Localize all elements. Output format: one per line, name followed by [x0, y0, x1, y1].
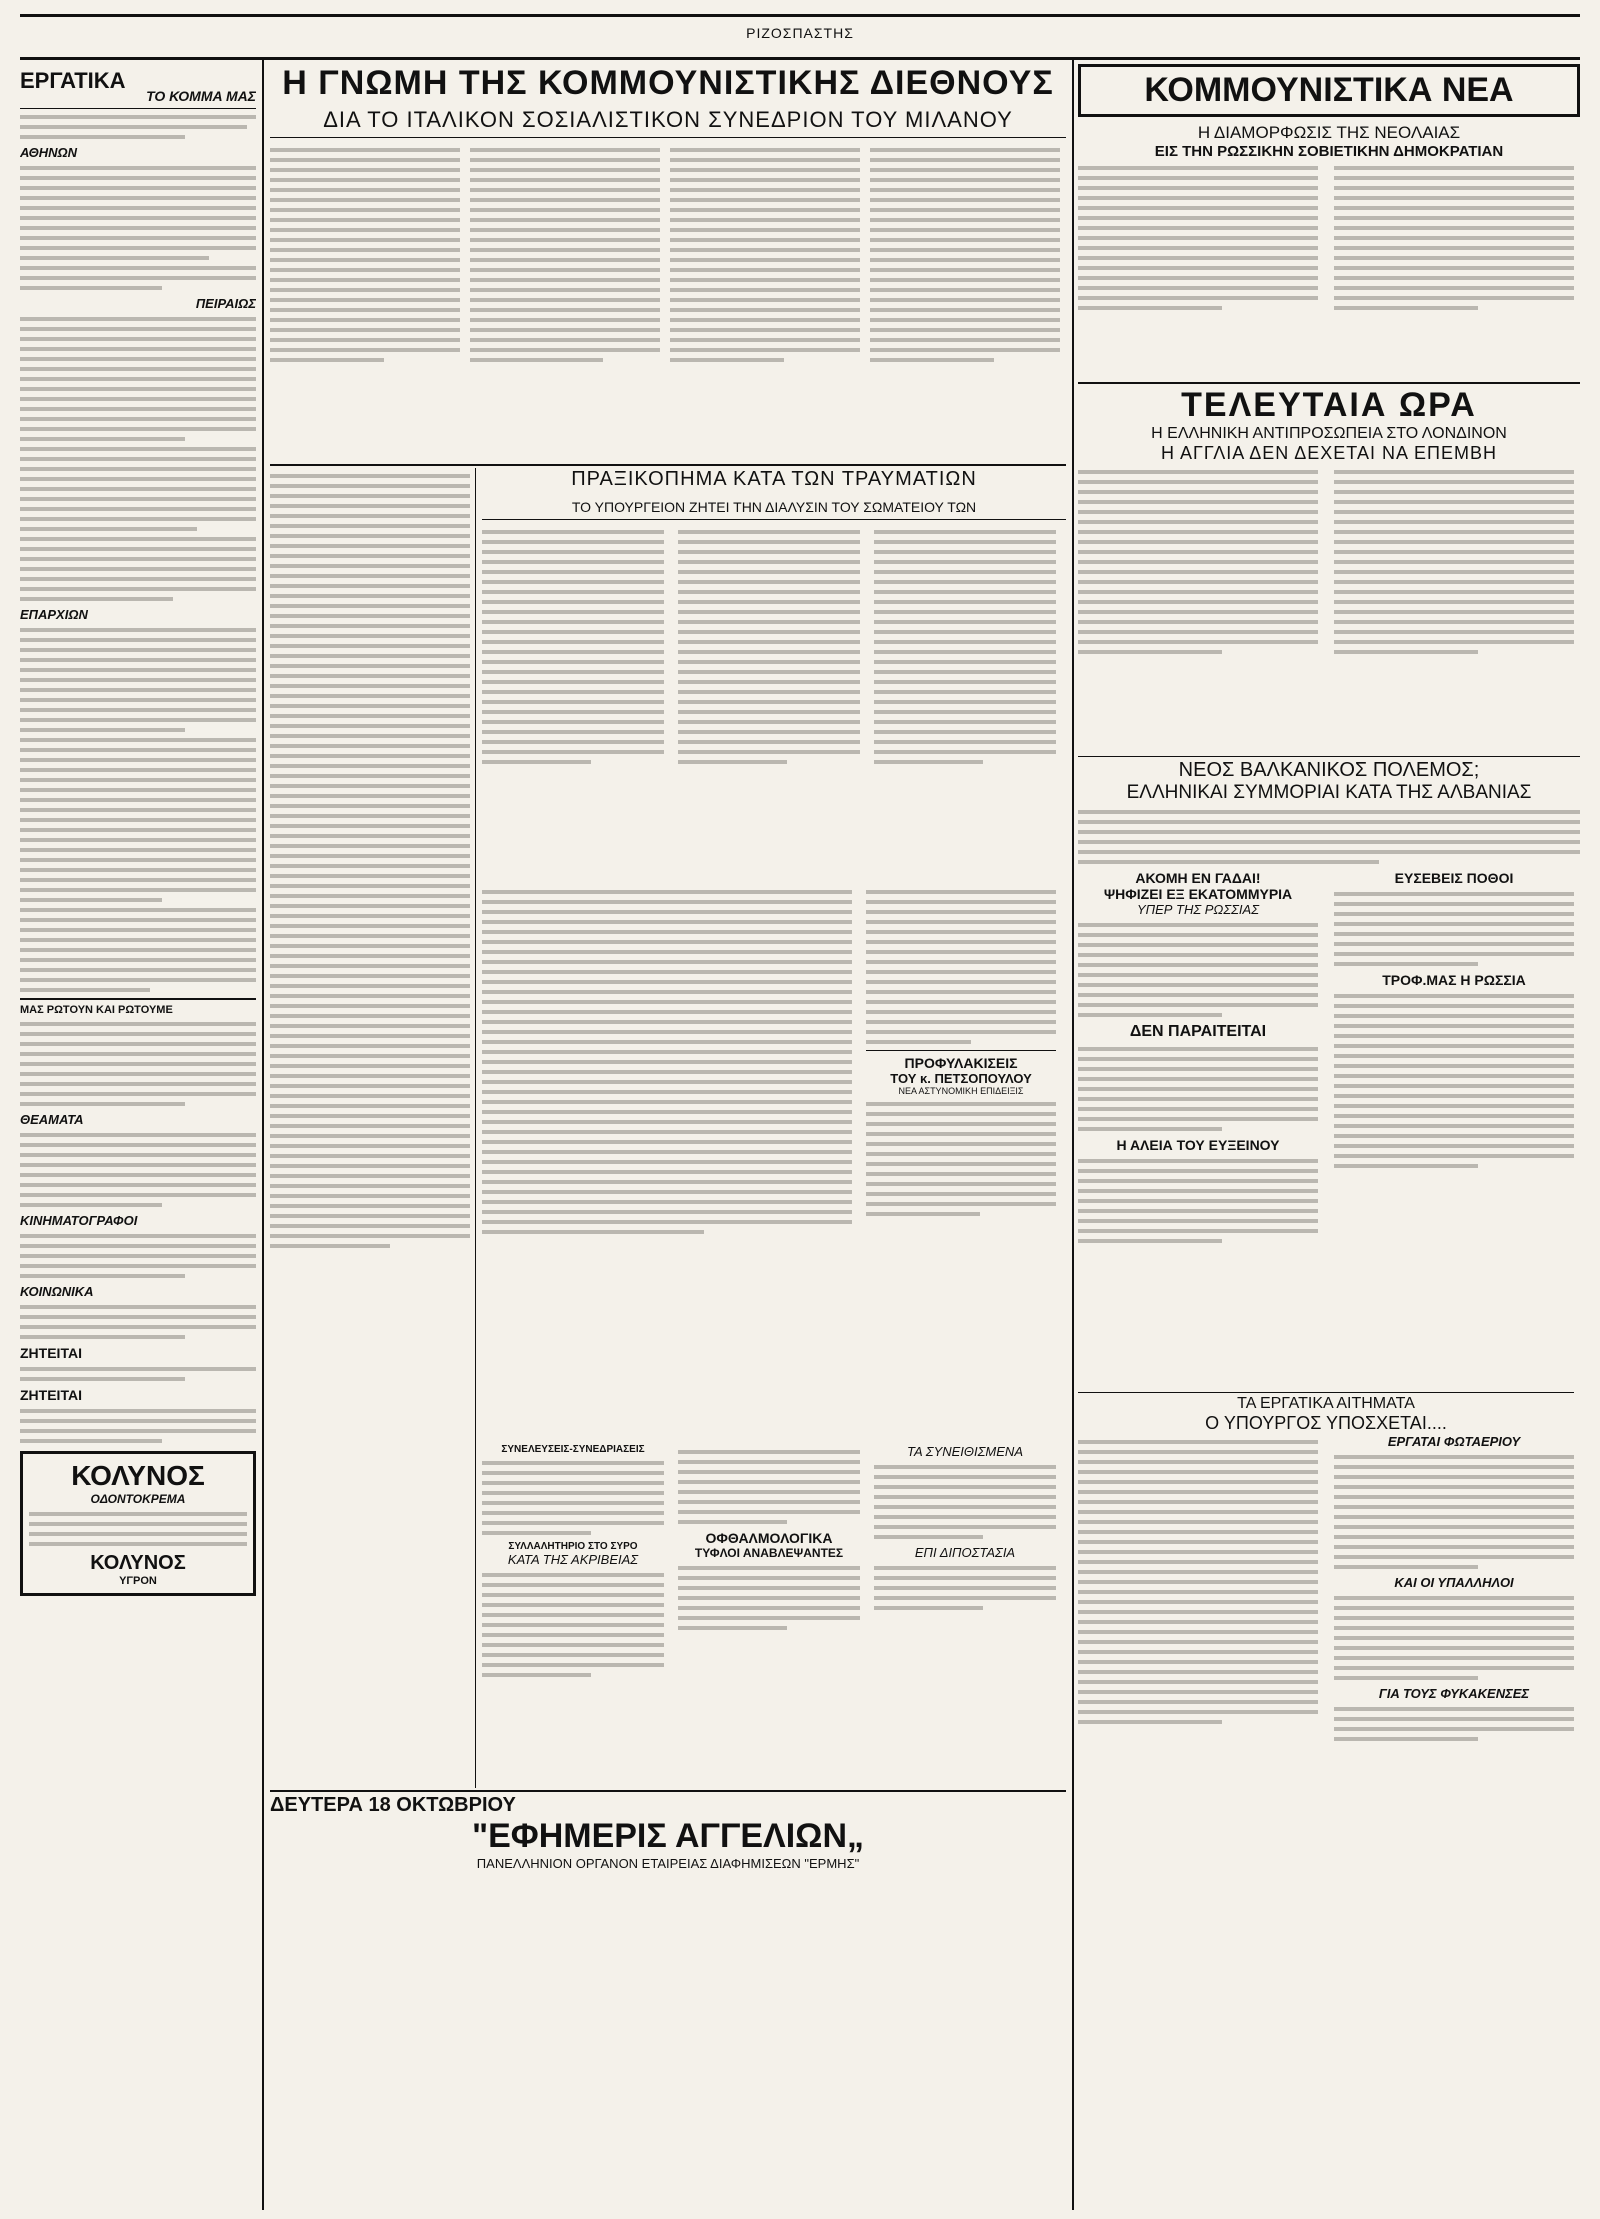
section-subtitle: ΤΟ ΚΟΜΜΑ ΜΑΣ	[146, 88, 256, 104]
rosiki-head: ΕΙΣ ΤΗΝ ΡΩΣΣΙΚΗΝ ΣΟΒΙΕΤΙΚΗΝ ΔΗΜΟΚΡΑΤΙΑΝ	[1154, 143, 1504, 160]
akriveia-head: ΚΑΤΑ ΤΗΣ ΑΚΡΙΒΕΙΑΣ	[507, 1552, 639, 1567]
teleftaia-ora: ΤΕΛΕΥΤΑΙΑ ΩΡΑ	[1181, 386, 1477, 424]
col-right	[1078, 64, 1580, 2210]
heading-koinonika: ΚΟΙΝΩΝΙΚΑ	[20, 1284, 94, 1299]
gia-fyakeikenses-head: ΓΙΑ ΤΟΥΣ ΦΥΚΑΚΕΝΣΕΣ	[1378, 1686, 1530, 1701]
ermis-tagline: ΠΑΝΕΛΛΗΝΙΟΝ ΟΡΓΑΝΟΝ ΕΤΑΙΡΕΙΑΣ ΔΙΑΦΗΜΙΣΕΩΝ "ΕΡΜΗΣ"	[476, 1856, 860, 1871]
kommounistika-nea-title: ΚΟΜΜΟΥΝΙΣΤΙΚΑ ΝΕΑ	[1144, 71, 1514, 109]
mid-headline: ΠΡΑΞΙΚΟΠΗΜΑ ΚΑΤΑ ΤΩΝ ΤΡΑΥΜΑΤΙΩΝ	[571, 468, 977, 490]
diamorfosis-head: Η ΔΙΑΜΟΡΦΩΣΙΣ ΤΗΣ ΝΕΟΛΑΙΑΣ	[1197, 123, 1461, 142]
ad-brand-2: ΚΟΛΥΝΟΣ	[90, 1552, 186, 1574]
syneleyseis-head: ΣΥΝΕΛΕΥΣΕΙΣ-ΣΥΝΕΔΡΙΑΣΕΙΣ	[501, 1444, 645, 1455]
ephimeris-angelion: "ΕΦΗΜΕΡΙΣ ΑΓΓΕΛΙΩΝ„	[471, 1817, 864, 1855]
ypourgos-head: Ο ΥΠΟΥΡΓΟΣ ΥΠΟΣΧΕΤΑΙ....	[1205, 1413, 1447, 1433]
anglia-head: Η ΑΓΓΛΙΑ ΔΕΝ ΔΕΧΕΤΑΙ ΝΑ ΕΠΕΜΒΗ	[1161, 443, 1497, 463]
heading-cinema: ΚΙΝΗΜΑΤΟΓΡΑΦΟΙ	[20, 1213, 138, 1228]
ad-product-2: ΥΓΡΟΝ	[119, 1575, 157, 1587]
tyfloi-head: ΤΥΦΛΟΙ ΑΝΑΒΛΕΨΑΝΤΕΣ	[694, 1546, 844, 1560]
symmories-head: ΕΛΛΗΝΙΚΑΙ ΣΥΜΜΟΡΙΑΙ ΚΑΤΑ ΤΗΣ ΑΛΒΑΝΙΑΣ	[1126, 782, 1532, 803]
eusebeis-head: ΕΥΣΕΒΕΙΣ ΠΟΘΟΙ	[1394, 870, 1514, 886]
kolynos-ad	[20, 1451, 256, 1596]
heading-piraeus: ΠΕΙΡΑΙΩΣ	[195, 296, 256, 311]
sub-col-left	[270, 468, 470, 1254]
syneidoismena-head: ΤΑ ΣΥΝΕΙΘΙΣΜΕΝΑ	[907, 1444, 1023, 1459]
masthead	[20, 14, 1580, 60]
trofimas-head: ΤΡΟΦ.ΜΑΣ Η ΡΩΣΣΙΑ	[1382, 972, 1526, 988]
akomi-head: ΑΚΟΜΗ ΕΝ ΓΑΔΑΙ!	[1135, 870, 1261, 886]
syllalitirio-head: ΣΥΛΛΑΛΗΤΗΡΙΟ ΣΤΟ ΣΥΡΟ	[508, 1541, 638, 1552]
kai-ypalliloi-head: ΚΑΙ ΟΙ ΥΠΑΛΛΗΛΟΙ	[1394, 1575, 1514, 1590]
antiprosopeia-head: Η ΕΛΛΗΝΙΚΗ ΑΝΤΙΠΡΟΣΩΠΕΙΑ ΣΤΟ ΛΟΝΔΙΝΟΝ	[1151, 425, 1507, 442]
main-article-body	[270, 142, 1066, 462]
petsopoulou-head: ΤΟΥ κ. ΠΕΤΣΟΠΟΥΛΟΥ	[890, 1071, 1032, 1086]
heading-provinces: ΕΠΑΡΧΙΩΝ	[20, 607, 88, 622]
zitetai-ad-1: ΖΗΤΕΙΤΑΙ	[20, 1345, 82, 1361]
nea-sub: ΝΕΑ ΑΣΤΥΝΟΜΙΚΗ ΕΠΙΔΕΙΞΙΣ	[898, 1086, 1024, 1096]
heading-rotoyn: ΜΑΣ ΡΩΤΟΥΝ ΚΑΙ ΡΩΤΟΥΜΕ	[20, 1004, 173, 1016]
psifizei-head: ΨΗΦΙΖΕΙ ΕΞ ΕΚΑΤΟΜΜΥΡΙΑ	[1103, 886, 1293, 902]
column-rule	[1072, 60, 1074, 2210]
profylakiseis-head: ΠΡΟΦΥΛΑΚΙΣΕΙΣ	[904, 1055, 1018, 1071]
col-center	[270, 64, 1066, 2210]
ad-brand: ΚΟΛΥΝΟΣ	[71, 1460, 205, 1491]
ergatika-aitimata-head: ΤΑ ΕΡΓΑΤΙΚΑ ΑΙΤΗΜΑΤΑ	[1237, 1395, 1415, 1412]
bottom-date: ΔΕΥΤΕΡΑ 18 ΟΚΤΩΒΡΙΟΥ	[270, 1794, 516, 1816]
mid-subheadline: ΤΟ ΥΠΟΥΡΓΕΙΟΝ ΖΗΤΕΙ ΤΗΝ ΔΙΑΛΥΣΙΝ ΤΟΥ ΣΩΜΑΤΕΙΟΥ ΤΩΝ	[571, 499, 977, 515]
ad-product: ΟΔΟΝΤΟΚΡΕΜΑ	[90, 1492, 186, 1506]
masthead-title: ΡΙΖΟΣΠΑΣΤΗΣ	[746, 25, 854, 41]
yper-head: ΥΠΕΡ ΤΗΣ ΡΩΣΣΙΑΣ	[1136, 902, 1259, 917]
col-ergatika	[20, 68, 256, 2208]
zitetai-ad-2: ΖΗΤΕΙΤΑΙ	[20, 1387, 82, 1403]
heading-athens: ΑΘΗΝΩΝ	[20, 145, 78, 160]
main-subheadline: ΔΙΑ ΤΟ ΙΤΑΛΙΚΟΝ ΣΟΣΙΑΛΙΣΤΙΚΟΝ ΣΥΝΕΔΡΙΟΝ ΤΟΥ ΜΙΛΑΝΟΥ	[323, 107, 1013, 132]
kommounistika-nea-box	[1078, 64, 1580, 117]
ergates-fotseriou-head: ΕΡΓΑΤΑΙ ΦΩΤΑΕΡΙΟΥ	[1387, 1434, 1521, 1449]
neos-polemos-head: ΝΕΟΣ ΒΑΛΚΑΝΙΚΟΣ ΠΟΛΕΜΟΣ;	[1178, 759, 1480, 781]
epi-diposlia-head: ΕΠΙ ΔΙΠΟΣΤΑΣΙΑ	[914, 1545, 1016, 1560]
main-headline: Η ΓΝΩΜΗ ΤΗΣ ΚΟΜΜΟΥΝΙΣΤΙΚΗΣ ΔΙΕΘΝΟΥΣ	[282, 64, 1054, 102]
heading-theamata: ΘΕΑΜΑΤΑ	[20, 1112, 84, 1127]
den-paraiteitai-head: ΔΕΝ ΠΑΡΑΙΤΕΙΤΑΙ	[1129, 1023, 1267, 1040]
aleia-head: Η ΑΛΕΙΑ ΤΟΥ ΕΥΞΕΙΝΟΥ	[1116, 1137, 1280, 1153]
ophthalmologika-head: ΟΦΘΑΛΜΟΛΟΓΙΚΑ	[705, 1530, 833, 1546]
center-lower	[270, 468, 1066, 1788]
section-title: ΕΡΓΑΤΙΚΑ	[20, 68, 126, 93]
column-rule	[262, 60, 264, 2210]
